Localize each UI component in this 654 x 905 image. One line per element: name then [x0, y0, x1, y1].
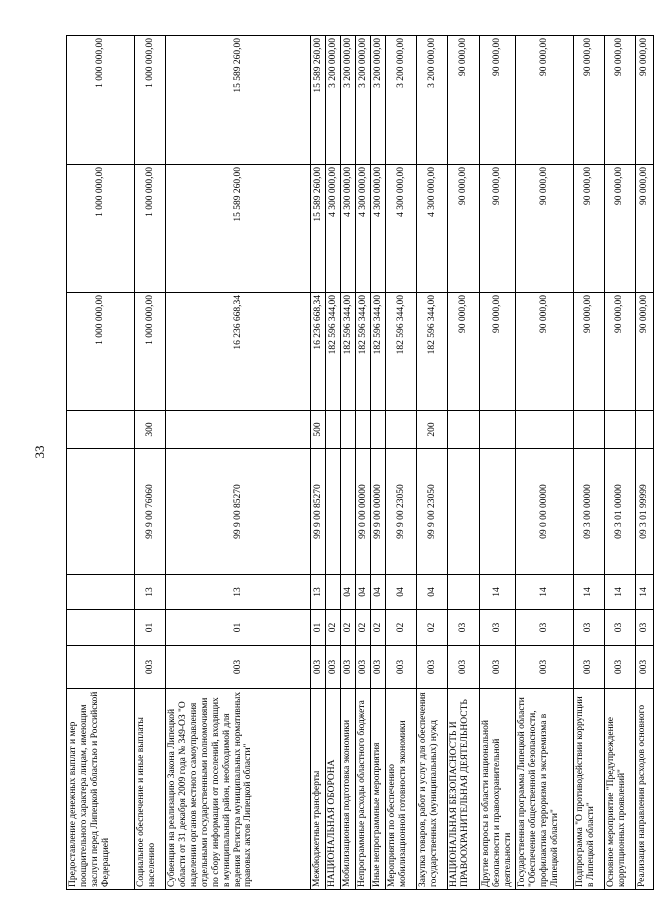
section-code-cell: 01 — [135, 610, 166, 646]
table-row — [371, 36, 386, 890]
amount-1-cell: 1 000 000,00 — [67, 293, 135, 411]
target-article-cell — [326, 449, 341, 575]
section-code-cell: 03 — [480, 610, 516, 646]
subsection-code-cell — [448, 575, 480, 610]
target-article-cell: 99 9 00 23050 — [386, 449, 417, 575]
subsection-code-cell: 14 — [604, 575, 635, 610]
expense-type-cell — [515, 411, 573, 449]
subsection-code-cell — [67, 575, 135, 610]
amount-2-cell: 90 000,00 — [604, 165, 635, 293]
subsection-code-cell: 04 — [371, 575, 386, 610]
target-article-cell: 99 9 00 76060 — [135, 449, 166, 575]
amount-1-cell: 90 000,00 — [448, 293, 480, 411]
expense-type-cell — [166, 411, 311, 449]
expense-type-cell — [448, 411, 480, 449]
expense-type-cell — [356, 411, 371, 449]
amount-2-cell: 4 300 000,00 — [356, 165, 371, 293]
row-name-cell: Реализация направления расходов основного — [635, 689, 653, 890]
table-row — [135, 36, 166, 890]
subsection-code-cell: 04 — [356, 575, 371, 610]
amount-1-cell: 182 596 344,00 — [386, 293, 417, 411]
expense-type-cell — [371, 411, 386, 449]
expense-type-cell — [604, 411, 635, 449]
row-name-cell: Социальное обеспечение и иные выплаты населению — [135, 689, 166, 890]
admin-code-cell: 003 — [326, 646, 341, 689]
amount-2-cell: 4 300 000,00 — [417, 165, 448, 293]
amount-2-cell: 1 000 000,00 — [135, 165, 166, 293]
subsection-code-cell: 14 — [635, 575, 653, 610]
admin-code-cell: 003 — [448, 646, 480, 689]
amount-1-cell: 90 000,00 — [573, 293, 604, 411]
amount-1-cell: 16 236 668,34 — [311, 293, 326, 411]
table-row — [356, 36, 371, 890]
row-name-cell: НАЦИОНАЛЬНАЯ БЕЗОПАСНОСТЬ И ПРАВООХРАНИТЕЛЬНАЯ ДЕЯТЕЛЬНОСТЬ — [448, 689, 480, 890]
target-article-cell: 09 0 00 00000 — [515, 449, 573, 575]
amount-2-cell: 4 300 000,00 — [341, 165, 356, 293]
admin-code-cell: 003 — [480, 646, 516, 689]
target-article-cell — [341, 449, 356, 575]
subsection-code-cell: 13 — [135, 575, 166, 610]
amount-3-cell: 3 200 000,00 — [356, 36, 371, 165]
table-row — [515, 36, 573, 890]
subsection-code-cell: 04 — [341, 575, 356, 610]
target-article-cell: 99 9 00 00000 — [371, 449, 386, 575]
subsection-code-cell: 13 — [311, 575, 326, 610]
row-name-cell: Предоставление денежных выплат и мер поощрительного характера лицам, имеющим заслуги перед Липецкой областью и Российской Федерацией — [67, 689, 135, 890]
subsection-code-cell — [326, 575, 341, 610]
table-row — [448, 36, 480, 890]
table-row — [604, 36, 635, 890]
row-name-cell: Закупка товаров, работ и услуг для обеспечения государственных (муниципальных) нужд — [417, 689, 448, 890]
target-article-cell: 09 3 01 99999 — [635, 449, 653, 575]
section-code-cell: 02 — [356, 610, 371, 646]
section-code-cell: 02 — [371, 610, 386, 646]
expense-type-cell — [341, 411, 356, 449]
amount-1-cell: 182 596 344,00 — [341, 293, 356, 411]
rotated-table-container — [66, 36, 649, 890]
expense-type-cell — [67, 411, 135, 449]
table-row — [166, 36, 311, 890]
amount-3-cell: 3 200 000,00 — [341, 36, 356, 165]
section-code-cell: 03 — [604, 610, 635, 646]
target-article-cell — [67, 449, 135, 575]
amount-1-cell: 1 000 000,00 — [135, 293, 166, 411]
amount-2-cell: 90 000,00 — [515, 165, 573, 293]
target-article-cell: 99 9 00 85270 — [166, 449, 311, 575]
table-row — [386, 36, 417, 890]
amount-3-cell: 90 000,00 — [573, 36, 604, 165]
amount-2-cell: 15 589 260,00 — [166, 165, 311, 293]
expense-type-cell: 300 — [135, 411, 166, 449]
amount-1-cell: 182 596 344,00 — [356, 293, 371, 411]
amount-1-cell: 182 596 344,00 — [326, 293, 341, 411]
amount-2-cell: 1 000 000,00 — [67, 165, 135, 293]
amount-2-cell: 15 589 260,00 — [311, 165, 326, 293]
row-name-cell: Мобилизационная подготовка экономики — [341, 689, 356, 890]
amount-2-cell: 4 300 000,00 — [371, 165, 386, 293]
section-code-cell: 03 — [448, 610, 480, 646]
amount-3-cell: 90 000,00 — [480, 36, 516, 165]
amount-3-cell: 3 200 000,00 — [386, 36, 417, 165]
amount-1-cell: 90 000,00 — [604, 293, 635, 411]
admin-code-cell: 003 — [371, 646, 386, 689]
admin-code-cell: 003 — [311, 646, 326, 689]
section-code-cell: 02 — [341, 610, 356, 646]
table-row — [67, 36, 135, 890]
subsection-code-cell: 14 — [480, 575, 516, 610]
table-row — [417, 36, 448, 890]
admin-code-cell: 003 — [166, 646, 311, 689]
subsection-code-cell: 04 — [417, 575, 448, 610]
amount-1-cell: 90 000,00 — [635, 293, 653, 411]
target-article-cell: 09 3 01 00000 — [604, 449, 635, 575]
amount-2-cell: 4 300 000,00 — [326, 165, 341, 293]
table-row — [326, 36, 341, 890]
budget-table — [66, 35, 654, 890]
row-name-cell: Иные непрограммные мероприятия — [371, 689, 386, 890]
admin-code-cell: 003 — [386, 646, 417, 689]
target-article-cell: 99 0 00 00000 — [356, 449, 371, 575]
admin-code-cell — [67, 646, 135, 689]
target-article-cell — [480, 449, 516, 575]
admin-code-cell: 003 — [515, 646, 573, 689]
amount-1-cell: 16 236 668,34 — [166, 293, 311, 411]
amount-3-cell: 3 200 000,00 — [371, 36, 386, 165]
amount-3-cell: 3 200 000,00 — [326, 36, 341, 165]
section-code-cell: 01 — [166, 610, 311, 646]
amount-1-cell: 182 596 344,00 — [417, 293, 448, 411]
amount-1-cell: 182 596 344,00 — [371, 293, 386, 411]
subsection-code-cell: 13 — [166, 575, 311, 610]
row-name-cell: Субвенция на реализацию Закона Липецкой области от 31 декабря 2009 года № 349-ОЗ "О наделении органов местного самоуправления отдельными государственными полномочиями по сбору информации от поселений, входящих в муниципальный район, необходимой для ведения Регистра муниципальных нормативных правовых актов Липецкой области" — [166, 689, 311, 890]
admin-code-cell: 003 — [135, 646, 166, 689]
target-article-cell: 09 3 00 00000 — [573, 449, 604, 575]
admin-code-cell: 003 — [356, 646, 371, 689]
amount-3-cell: 90 000,00 — [515, 36, 573, 165]
subsection-code-cell: 14 — [573, 575, 604, 610]
amount-1-cell: 90 000,00 — [480, 293, 516, 411]
section-code-cell: 03 — [635, 610, 653, 646]
expense-type-cell: 200 — [417, 411, 448, 449]
section-code-cell: 01 — [311, 610, 326, 646]
section-code-cell: 03 — [515, 610, 573, 646]
amount-2-cell: 90 000,00 — [448, 165, 480, 293]
amount-2-cell: 90 000,00 — [573, 165, 604, 293]
amount-1-cell: 90 000,00 — [515, 293, 573, 411]
amount-3-cell: 3 200 000,00 — [417, 36, 448, 165]
expense-type-cell — [480, 411, 516, 449]
target-article-cell: 99 9 00 23050 — [417, 449, 448, 575]
section-code-cell: 02 — [326, 610, 341, 646]
subsection-code-cell: 04 — [386, 575, 417, 610]
expense-type-cell — [386, 411, 417, 449]
subsection-code-cell: 14 — [515, 575, 573, 610]
admin-code-cell: 003 — [604, 646, 635, 689]
section-code-cell: 03 — [573, 610, 604, 646]
row-name-cell: Государственная программа Липецкой области "Обеспечение общественной безопасности, профилактика терроризма и экстремизма в Липецкой области" — [515, 689, 573, 890]
row-name-cell: НАЦИОНАЛЬНАЯ ОБОРОНА — [326, 689, 341, 890]
expense-type-cell — [326, 411, 341, 449]
admin-code-cell: 003 — [341, 646, 356, 689]
amount-3-cell: 15 589 260,00 — [166, 36, 311, 165]
target-article-cell: 99 9 00 85270 — [311, 449, 326, 575]
row-name-cell: Подпрограмма "О противодействии коррупции в Липецкой области" — [573, 689, 604, 890]
row-name-cell: Непрограммные расходы областного бюджета — [356, 689, 371, 890]
expense-type-cell: 500 — [311, 411, 326, 449]
amount-2-cell: 90 000,00 — [480, 165, 516, 293]
table-row — [480, 36, 516, 890]
amount-3-cell: 90 000,00 — [448, 36, 480, 165]
table-row — [311, 36, 326, 890]
admin-code-cell: 003 — [417, 646, 448, 689]
section-code-cell: 02 — [386, 610, 417, 646]
amount-2-cell: 4 300 000,00 — [386, 165, 417, 293]
table-row — [573, 36, 604, 890]
amount-3-cell: 15 589 260,00 — [311, 36, 326, 165]
row-name-cell: Другие вопросы в области национальной безопасности и правоохранительной деятельности — [480, 689, 516, 890]
amount-3-cell: 90 000,00 — [604, 36, 635, 165]
amount-3-cell: 1 000 000,00 — [135, 36, 166, 165]
amount-3-cell: 1 000 000,00 — [67, 36, 135, 165]
section-code-cell — [67, 610, 135, 646]
target-article-cell — [448, 449, 480, 575]
section-code-cell: 02 — [417, 610, 448, 646]
row-name-cell: Основное мероприятие "Предупреждение коррупционных проявлений" — [604, 689, 635, 890]
admin-code-cell: 003 — [573, 646, 604, 689]
expense-type-cell — [573, 411, 604, 449]
row-name-cell: Межбюджетные трансферты — [311, 689, 326, 890]
page-number: 33 — [32, 445, 47, 459]
amount-3-cell: 90 000,00 — [635, 36, 653, 165]
admin-code-cell: 003 — [635, 646, 653, 689]
expense-type-cell — [635, 411, 653, 449]
row-name-cell: Мероприятия по обеспечению мобилизационной готовности экономики — [386, 689, 417, 890]
table-row — [341, 36, 356, 890]
table-row — [635, 36, 653, 890]
amount-2-cell: 90 000,00 — [635, 165, 653, 293]
